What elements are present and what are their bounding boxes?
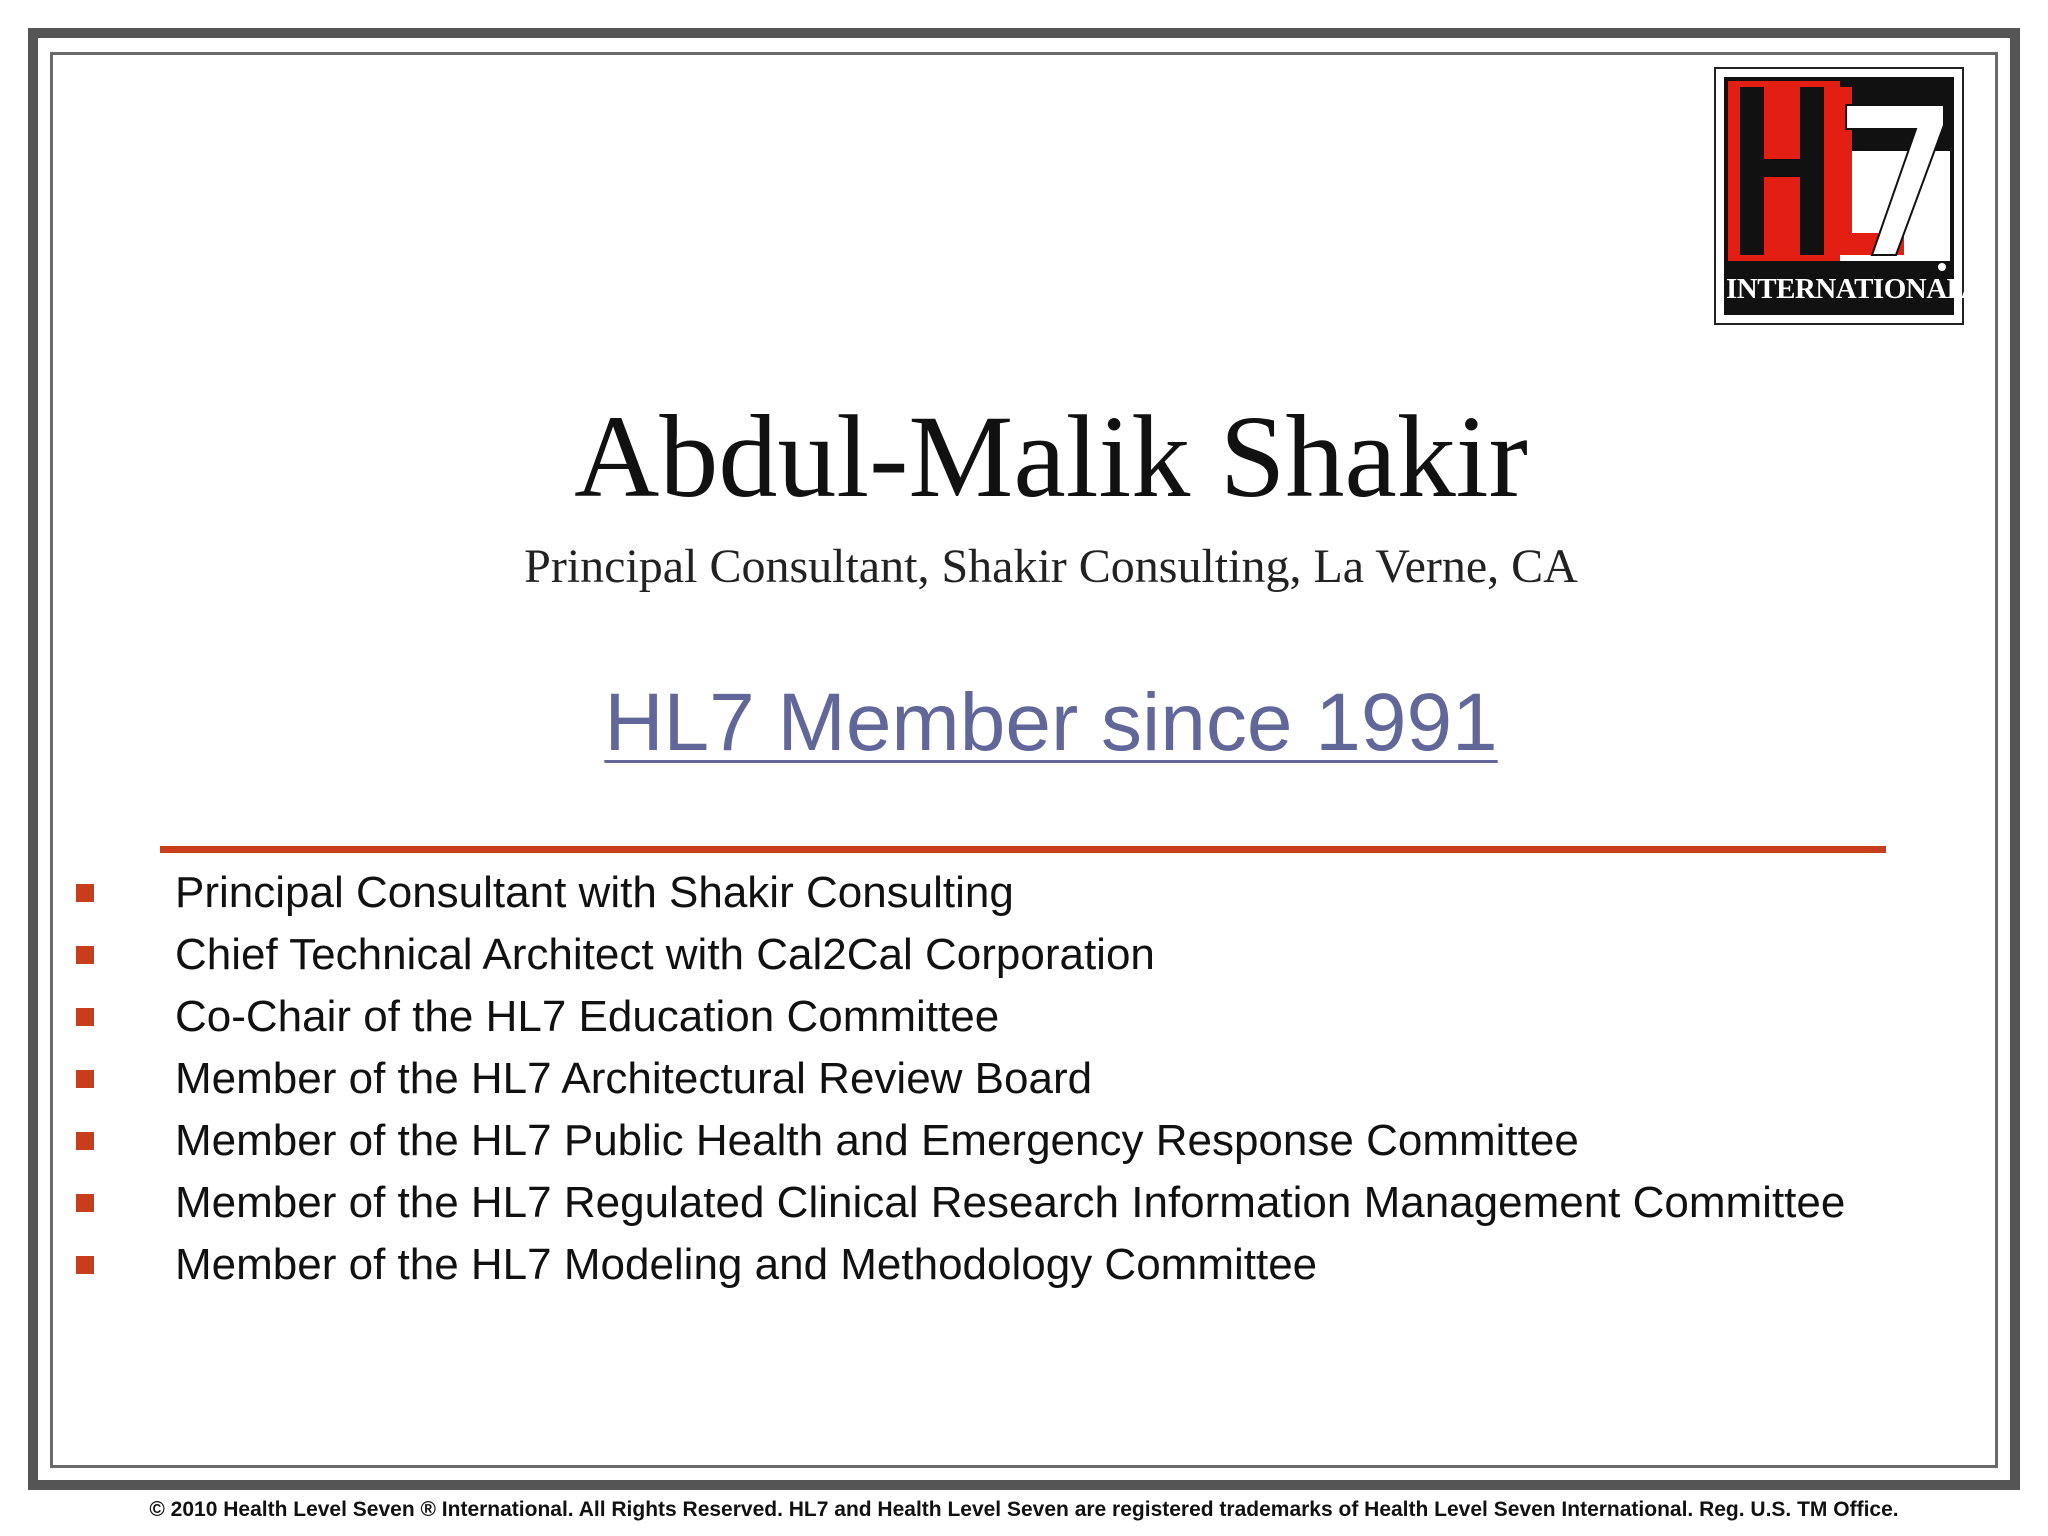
square-bullet-icon [76, 1008, 94, 1026]
square-bullet-icon [76, 884, 94, 902]
speaker-title: Principal Consultant, Shakir Consulting, La Verne, CA [524, 540, 1578, 593]
logo-caption: INTERNATIONAL [1726, 273, 1966, 305]
bullet-text: Chief Technical Architect with Cal2Cal Corporation [175, 930, 1155, 979]
bullet-text: Member of the HL7 Architectural Review Board [175, 1054, 1093, 1103]
member-since-link[interactable] [0, 677, 2048, 768]
bullet-text: Member of the HL7 Public Health and Emergency Response Committee [175, 1116, 1579, 1165]
member-since-text[interactable]: HL7 Member since 1991 [604, 677, 1498, 768]
hl7-international-logo [1714, 67, 1964, 325]
bullet-text: Co-Chair of the HL7 Education Committee [175, 992, 1000, 1041]
registered-mark: ® [1934, 252, 1943, 264]
bullet-text: Principal Consultant with Shakir Consulting [175, 868, 1014, 917]
square-bullet-icon [76, 946, 94, 964]
copyright-footer: © 2010 Health Level Seven ® International. All Rights Reserved. HL7 and Health Level Seven are registered trademarks of Health Level Seven International. Reg. U.S. TM Office. [149, 1498, 1899, 1521]
speaker-name: Abdul-Malik Shakir [574, 391, 1528, 522]
square-bullet-icon [76, 1070, 94, 1088]
bullet-text: Member of the HL7 Regulated Clinical Research Information Management Committee [175, 1178, 1846, 1227]
section-divider [160, 846, 1886, 853]
square-bullet-icon [76, 1132, 94, 1150]
bullet-text: Member of the HL7 Modeling and Methodology Committee [175, 1240, 1318, 1289]
square-bullet-icon [76, 1194, 94, 1212]
square-bullet-icon [76, 1256, 94, 1274]
